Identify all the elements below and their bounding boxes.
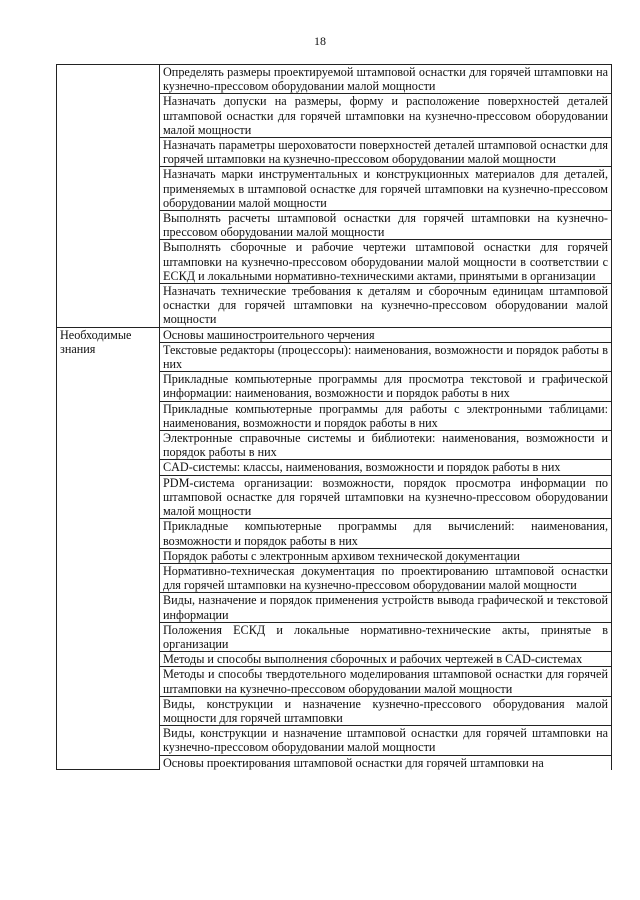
requirement-cell: CAD-системы: классы, наименования, возможности и порядок работы в них (160, 460, 612, 475)
requirement-cell: Назначать параметры шероховатости поверхностей деталей штамповой оснастки для горячей штамповки на кузнечно-прессовом оборудовании малой мощности (160, 138, 612, 167)
table-body (57, 65, 612, 770)
requirement-cell: Основы проектирования штамповой оснастки для горячей штамповки на (160, 755, 612, 770)
requirement-cell: Положения ЕСКД и локальные нормативно-технические акты, принятые в организации (160, 622, 612, 651)
requirement-cell: Виды, назначение и порядок применения устройств вывода графической и текстовой информации (160, 593, 612, 622)
requirement-cell: Выполнять расчеты штамповой оснастки для горячей штамповки на кузнечно-прессовом оборудовании малой мощности (160, 211, 612, 240)
requirement-cell: Прикладные компьютерные программы для вычислений: наименования, возможности и порядок работы в них (160, 519, 612, 548)
requirement-cell: PDM-система организации: возможности, порядок просмотра информации по штамповой оснастке для горячей штамповки на кузнечно-прессовом оборудовании малой мощности (160, 475, 612, 519)
requirement-cell: Электронные справочные системы и библиотеки: наименования, возможности и порядок работы в них (160, 431, 612, 460)
table-row (57, 65, 612, 94)
requirement-cell: Назначать допуски на размеры, форму и расположение поверхностей деталей штамповой оснастки для горячей штамповки на кузнечно-прессовом оборудовании малой мощности (160, 94, 612, 138)
section-heading: Необходимые знания (57, 327, 160, 770)
page-number: 18 (314, 34, 326, 48)
table-row (57, 327, 612, 342)
requirement-cell: Определять размеры проектируемой штамповой оснастки для горячей штамповки на кузнечно-прессовом оборудовании малой мощности (160, 65, 612, 94)
requirement-cell: Методы и способы твердотельного моделирования штамповой оснастки для горячей штамповки на кузнечно-прессовом оборудовании малой мощности (160, 667, 612, 696)
requirement-cell: Основы машиностроительного черчения (160, 327, 612, 342)
requirement-cell: Порядок работы с электронным архивом технической документации (160, 548, 612, 563)
requirement-cell: Назначать технические требования к деталям и сборочным единицам штамповой оснастки для горячей штамповки на кузнечно-прессовом оборудовании малой мощности (160, 284, 612, 328)
requirement-cell: Методы и способы выполнения сборочных и рабочих чертежей в CAD-системах (160, 652, 612, 667)
requirement-cell: Виды, конструкции и назначение штамповой оснастки для горячей штамповки на кузнечно-прессовом оборудовании малой мощности (160, 726, 612, 755)
requirement-cell: Прикладные компьютерные программы для работы с электронными таблицами: наименования, возможности и порядок работы в них (160, 401, 612, 430)
requirement-cell: Назначать марки инструментальных и конструкционных материалов для деталей, применяемых в штамповой оснастке для горячей штамповки на кузнечно-прессовом оборудовании малой мощности (160, 167, 612, 211)
requirement-cell: Виды, конструкции и назначение кузнечно-прессового оборудования малой мощности для горячей штамповки (160, 696, 612, 725)
requirement-cell: Прикладные компьютерные программы для просмотра текстовой и графической информации: наименования, возможности и порядок работы в них (160, 372, 612, 401)
requirements-table (56, 64, 612, 770)
requirement-cell: Выполнять сборочные и рабочие чертежи штамповой оснастки для горячей штамповки на кузнечно-прессовом оборудовании малой мощности в соответствии с ЕСКД и локальными нормативно-техническими актами, принятыми в организации (160, 240, 612, 284)
requirement-cell: Нормативно-техническая документация по проектированию штамповой оснастки для горячей штамповки на кузнечно-прессовом оборудовании малой мощности (160, 563, 612, 592)
requirement-cell: Текстовые редакторы (процессоры): наименования, возможности и порядок работы в них (160, 342, 612, 371)
section-heading (57, 65, 160, 328)
